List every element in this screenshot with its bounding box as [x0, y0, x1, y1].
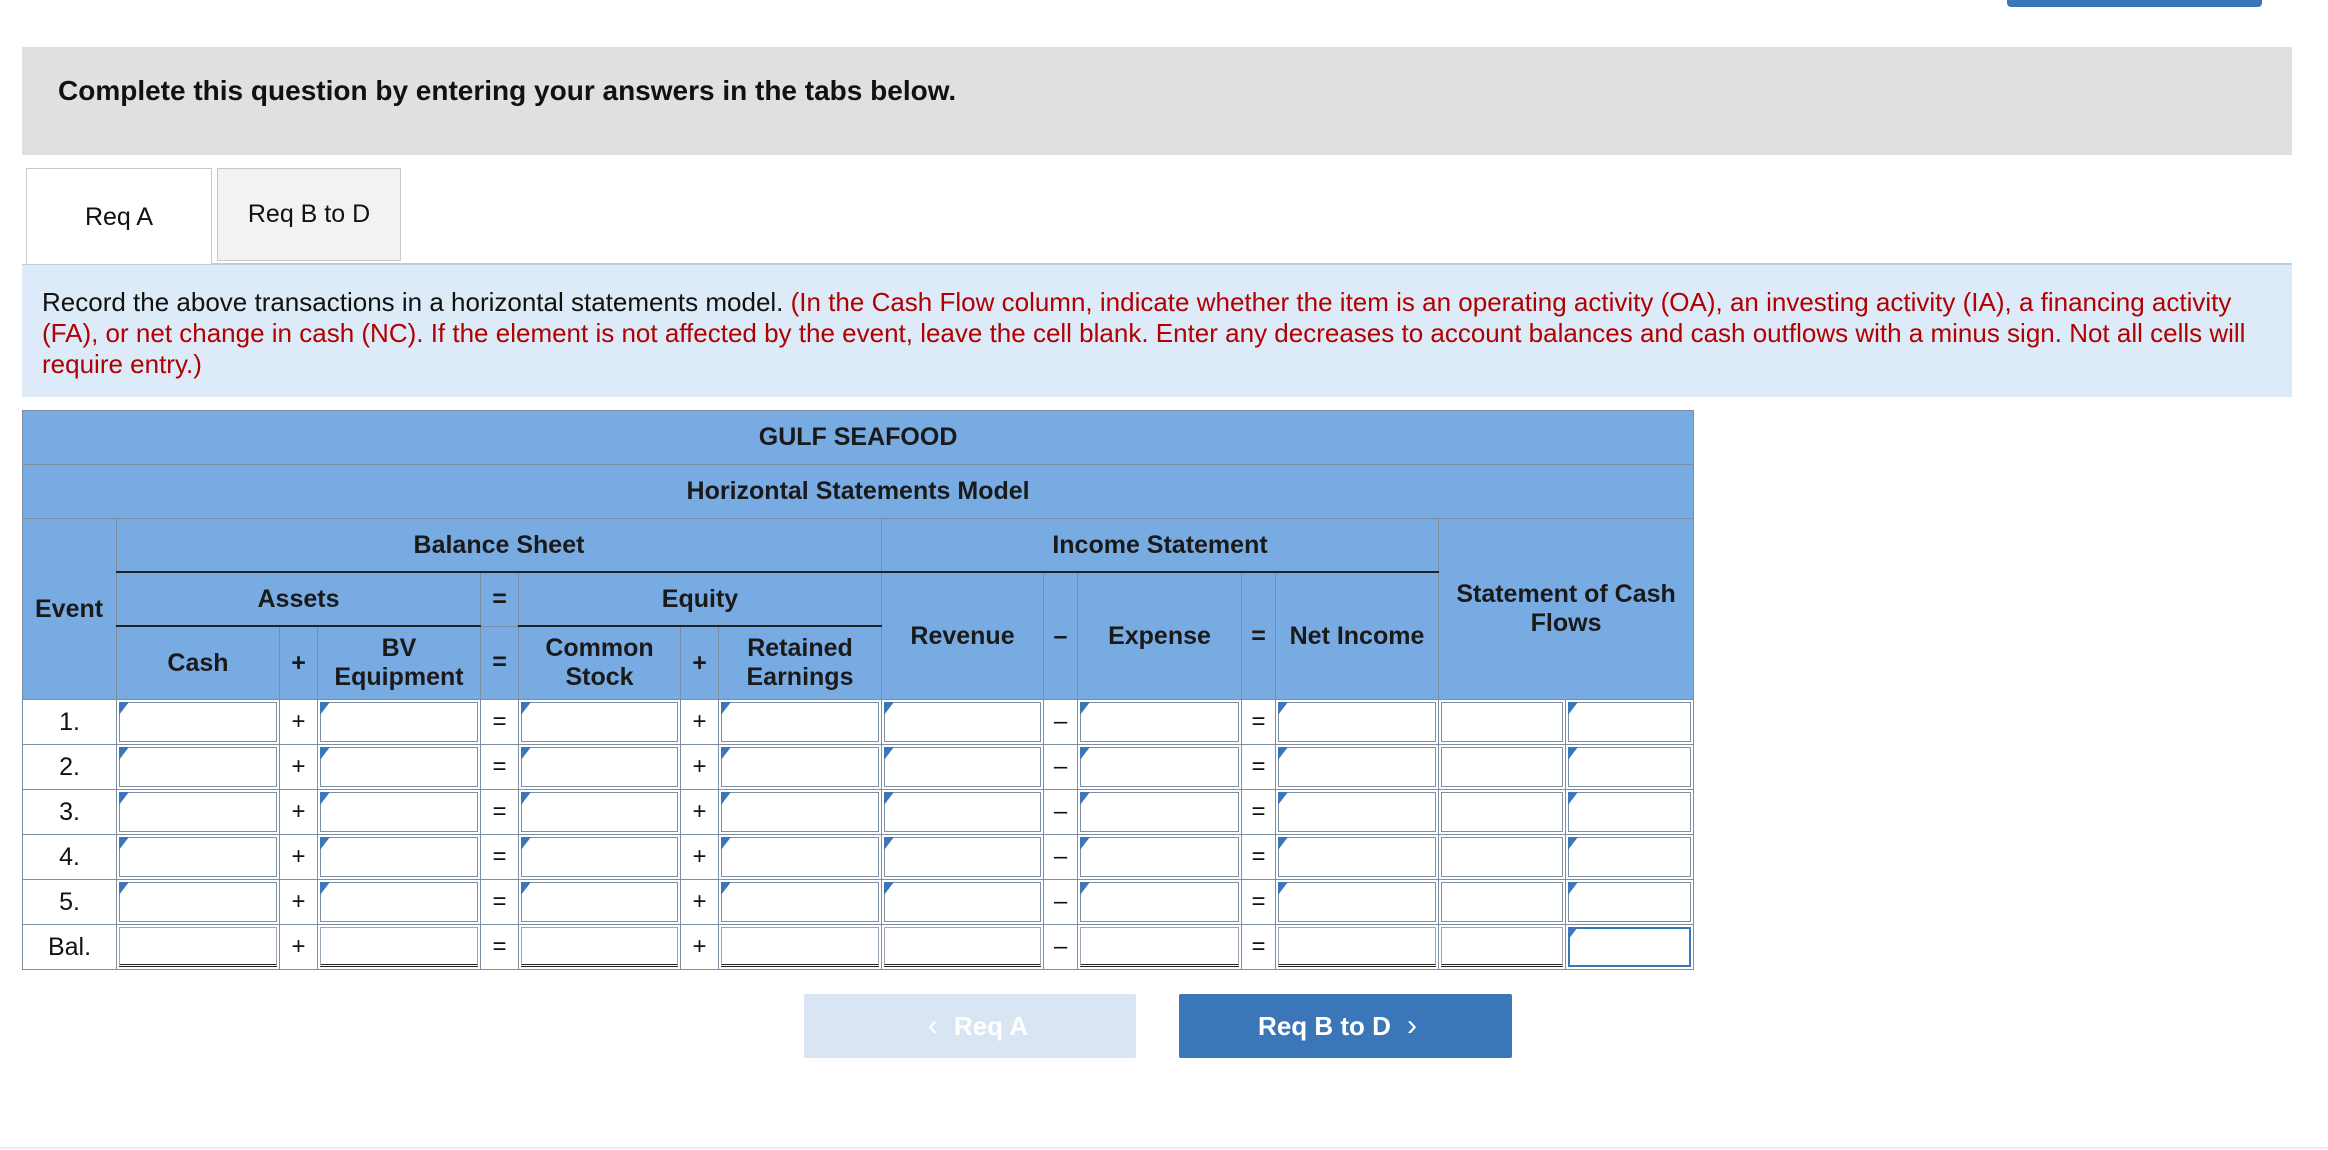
- cash-flow-activity-input[interactable]: [1568, 927, 1691, 967]
- expense-cell: [1078, 835, 1242, 880]
- common-stock-input[interactable]: [521, 702, 678, 742]
- equals-header-2: =: [481, 626, 519, 700]
- equals-operator: =: [481, 925, 519, 970]
- next-req-button[interactable]: [1179, 994, 1512, 1058]
- retained-earnings-input[interactable]: [721, 792, 879, 832]
- cash-cell: [117, 790, 280, 835]
- common-stock-input[interactable]: [521, 882, 678, 922]
- cash-flow-amount-cell: [1439, 790, 1566, 835]
- input-marker-icon: [721, 702, 731, 715]
- cash-input[interactable]: [119, 702, 277, 742]
- company-name: GULF SEAFOOD: [23, 411, 1694, 465]
- cash-cell: [117, 745, 280, 790]
- common-stock-input[interactable]: [521, 837, 678, 877]
- input-marker-icon: [521, 747, 531, 760]
- common-stock-cell: [519, 835, 681, 880]
- net-income-header: Net Income: [1276, 572, 1439, 700]
- net-income-cell: [1276, 925, 1439, 970]
- input-marker-icon: [320, 837, 330, 850]
- common-stock-cell: [519, 700, 681, 745]
- input-marker-icon: [1568, 927, 1578, 940]
- revenue-input[interactable]: [884, 927, 1041, 967]
- cash-header: Cash: [117, 626, 280, 700]
- plus-operator: +: [280, 835, 318, 880]
- input-marker-icon: [320, 747, 330, 760]
- plus-operator: +: [681, 880, 719, 925]
- common-stock-cell: [519, 925, 681, 970]
- event-row: [23, 835, 1694, 880]
- expense-cell: [1078, 745, 1242, 790]
- retained-earnings-cell: [719, 835, 882, 880]
- input-marker-icon: [320, 702, 330, 715]
- cash-flow-activity-cell: [1566, 925, 1694, 970]
- retained-earnings-input[interactable]: [721, 927, 879, 967]
- net-income-cell: [1276, 745, 1439, 790]
- input-marker-icon: [320, 882, 330, 895]
- revenue-input[interactable]: [884, 747, 1041, 787]
- bv-equipment-input[interactable]: [320, 927, 478, 967]
- assets-header: Assets: [117, 572, 481, 626]
- cash-flow-activity-input[interactable]: [1568, 837, 1691, 877]
- equals-operator: =: [1242, 835, 1276, 880]
- cash-flow-activity-input[interactable]: [1568, 882, 1691, 922]
- input-marker-icon: [1568, 792, 1578, 805]
- input-marker-icon: [1080, 747, 1090, 760]
- expense-cell: [1078, 880, 1242, 925]
- common-stock-input[interactable]: [521, 747, 678, 787]
- income-statement-header: Income Statement: [882, 519, 1439, 573]
- equals-header: =: [481, 572, 519, 626]
- event-label: 3.: [23, 790, 117, 835]
- retained-earnings-input[interactable]: [721, 702, 879, 742]
- retained-earnings-cell: [719, 700, 882, 745]
- horizontal-statements-model: [22, 410, 1693, 970]
- equals-operator: =: [481, 835, 519, 880]
- plus-operator: +: [280, 880, 318, 925]
- event-row: [23, 745, 1694, 790]
- net-income-input[interactable]: [1278, 837, 1436, 877]
- net-income-cell: [1276, 880, 1439, 925]
- expense-cell: [1078, 790, 1242, 835]
- bv-equipment-cell: [318, 835, 481, 880]
- input-marker-icon: [320, 792, 330, 805]
- input-marker-icon: [721, 747, 731, 760]
- event-label: 4.: [23, 835, 117, 880]
- plus-operator: +: [280, 745, 318, 790]
- event-row: [23, 700, 1694, 745]
- cash-flow-activity-cell: [1566, 835, 1694, 880]
- input-marker-icon: [119, 702, 129, 715]
- revenue-cell: [882, 700, 1044, 745]
- cash-cell: [117, 925, 280, 970]
- minus-operator: –: [1044, 925, 1078, 970]
- cash-flow-amount-cell: [1439, 835, 1566, 880]
- cash-flow-amount-input[interactable]: [1441, 702, 1563, 742]
- equals-header-is: =: [1242, 572, 1276, 700]
- tab-req-a[interactable]: Req A: [26, 168, 212, 265]
- input-marker-icon: [1278, 837, 1288, 850]
- bv-equipment-input[interactable]: [320, 702, 478, 742]
- cash-flow-amount-cell: [1439, 925, 1566, 970]
- retained-earnings-input[interactable]: [721, 747, 879, 787]
- plus-operator: +: [280, 790, 318, 835]
- cash-flow-activity-cell: [1566, 700, 1694, 745]
- input-marker-icon: [521, 837, 531, 850]
- event-header: Event: [23, 519, 117, 700]
- prev-req-label: Req A: [953, 1010, 1029, 1041]
- retained-earnings-cell: [719, 790, 882, 835]
- input-marker-icon: [721, 837, 731, 850]
- retained-earnings-cell: [719, 880, 882, 925]
- chevron-left-icon: ‹: [927, 1009, 938, 1042]
- input-marker-icon: [884, 837, 894, 850]
- net-income-cell: [1276, 790, 1439, 835]
- retained-earnings-input[interactable]: [721, 882, 879, 922]
- bv-equipment-cell: [318, 745, 481, 790]
- net-income-input[interactable]: [1278, 927, 1436, 967]
- revenue-header: Revenue: [882, 572, 1044, 700]
- bv-equipment-cell: [318, 790, 481, 835]
- event-row: [23, 880, 1694, 925]
- bv-equipment-header: BV Equipment: [318, 626, 481, 700]
- revenue-input[interactable]: [884, 702, 1041, 742]
- expense-input[interactable]: [1080, 837, 1239, 877]
- bv-equipment-cell: [318, 925, 481, 970]
- event-label: 2.: [23, 745, 117, 790]
- equals-operator: =: [481, 880, 519, 925]
- revenue-cell: [882, 790, 1044, 835]
- plus-operator: +: [681, 745, 719, 790]
- revenue-cell: [882, 880, 1044, 925]
- input-marker-icon: [1568, 747, 1578, 760]
- expense-input[interactable]: [1080, 882, 1239, 922]
- top-action-button[interactable]: [2007, 0, 2262, 7]
- retained-earnings-header: Retained Earnings: [719, 626, 882, 700]
- cash-flow-amount-input[interactable]: [1441, 837, 1563, 877]
- expense-input[interactable]: [1080, 792, 1239, 832]
- common-stock-header: Common Stock: [519, 626, 681, 700]
- plus-header: +: [280, 626, 318, 700]
- expense-cell: [1078, 925, 1242, 970]
- footer-divider: [0, 1147, 2328, 1149]
- plus-operator: +: [280, 925, 318, 970]
- cash-input[interactable]: [119, 747, 277, 787]
- common-stock-input[interactable]: [521, 792, 678, 832]
- revenue-input[interactable]: [884, 792, 1041, 832]
- bv-equipment-input[interactable]: [320, 792, 478, 832]
- question-prompt: [22, 264, 2292, 397]
- bv-equipment-input[interactable]: [320, 882, 478, 922]
- cash-flow-amount-input[interactable]: [1441, 792, 1563, 832]
- bv-equipment-cell: [318, 700, 481, 745]
- event-row: [23, 790, 1694, 835]
- minus-operator: –: [1044, 880, 1078, 925]
- minus-operator: –: [1044, 745, 1078, 790]
- event-label: 1.: [23, 700, 117, 745]
- equals-operator: =: [1242, 700, 1276, 745]
- retained-earnings-input[interactable]: [721, 837, 879, 877]
- revenue-input[interactable]: [884, 882, 1041, 922]
- cash-flow-amount-cell: [1439, 745, 1566, 790]
- input-marker-icon: [721, 792, 731, 805]
- event-label: Bal.: [23, 925, 117, 970]
- plus-operator: +: [681, 700, 719, 745]
- expense-input[interactable]: [1080, 747, 1239, 787]
- cash-cell: [117, 835, 280, 880]
- input-marker-icon: [884, 792, 894, 805]
- revenue-input[interactable]: [884, 837, 1041, 877]
- input-marker-icon: [119, 747, 129, 760]
- cash-flow-amount-input[interactable]: [1441, 882, 1563, 922]
- expense-header: Expense: [1078, 572, 1242, 700]
- input-marker-icon: [721, 882, 731, 895]
- equals-operator: =: [481, 790, 519, 835]
- bv-equipment-cell: [318, 880, 481, 925]
- cash-flows-header: Statement of Cash Flows: [1439, 519, 1694, 700]
- instruction-text: Complete this question by entering your answers in the tabs below.: [58, 75, 957, 106]
- equity-header: Equity: [519, 572, 882, 626]
- input-marker-icon: [1278, 882, 1288, 895]
- input-marker-icon: [1080, 792, 1090, 805]
- cash-flow-amount-input[interactable]: [1441, 747, 1563, 787]
- tab-req-b-to-d[interactable]: Req B to D: [217, 168, 401, 261]
- plus-operator: +: [681, 790, 719, 835]
- net-income-cell: [1276, 700, 1439, 745]
- input-marker-icon: [1278, 792, 1288, 805]
- input-marker-icon: [884, 702, 894, 715]
- minus-operator: –: [1044, 790, 1078, 835]
- cash-flow-activity-input[interactable]: [1568, 702, 1691, 742]
- balance-sheet-header: Balance Sheet: [117, 519, 882, 573]
- equals-operator: =: [1242, 745, 1276, 790]
- input-marker-icon: [1278, 747, 1288, 760]
- common-stock-cell: [519, 880, 681, 925]
- prompt-red-text: (In the Cash Flow column, indicate whether the item is an operating activity (OA), an investing activity (IA), a financing activity (FA), or net change in cash (NC). If the element is not affected by the event, leave the cell blank. Enter any decreases to account balances and cash outflows with a minus sign. Not all cells will require entry.): [42, 287, 2246, 379]
- retained-earnings-cell: [719, 745, 882, 790]
- plus-operator: +: [681, 835, 719, 880]
- cash-flow-activity-cell: [1566, 745, 1694, 790]
- chevron-right-icon: ›: [1406, 1009, 1417, 1042]
- prev-req-button[interactable]: [804, 994, 1136, 1058]
- revenue-cell: [882, 925, 1044, 970]
- bv-equipment-input[interactable]: [320, 747, 478, 787]
- common-stock-cell: [519, 745, 681, 790]
- model-title: Horizontal Statements Model: [23, 465, 1694, 519]
- cash-input[interactable]: [119, 792, 277, 832]
- equals-operator: =: [1242, 790, 1276, 835]
- equals-operator: =: [1242, 880, 1276, 925]
- input-marker-icon: [1568, 837, 1578, 850]
- cash-flow-amount-cell: [1439, 880, 1566, 925]
- cash-flow-amount-input[interactable]: [1441, 927, 1563, 967]
- minus-operator: –: [1044, 835, 1078, 880]
- input-marker-icon: [884, 882, 894, 895]
- expense-input[interactable]: [1080, 702, 1239, 742]
- input-marker-icon: [884, 747, 894, 760]
- revenue-cell: [882, 835, 1044, 880]
- common-stock-input[interactable]: [521, 927, 678, 967]
- input-marker-icon: [1080, 702, 1090, 715]
- expense-cell: [1078, 700, 1242, 745]
- input-marker-icon: [521, 702, 531, 715]
- bv-equipment-input[interactable]: [320, 837, 478, 877]
- cash-flow-activity-input[interactable]: [1568, 792, 1691, 832]
- equals-operator: =: [481, 745, 519, 790]
- input-marker-icon: [521, 792, 531, 805]
- prompt-text: Record the above transactions in a horizontal statements model.: [42, 287, 784, 317]
- expense-input[interactable]: [1080, 927, 1239, 967]
- common-stock-cell: [519, 790, 681, 835]
- instruction-bar: [22, 47, 2292, 155]
- net-income-input[interactable]: [1278, 702, 1436, 742]
- minus-operator: –: [1044, 700, 1078, 745]
- next-req-label: Req B to D: [1258, 1010, 1391, 1041]
- cash-input[interactable]: [119, 882, 277, 922]
- input-marker-icon: [1568, 882, 1578, 895]
- event-label: 5.: [23, 880, 117, 925]
- cash-cell: [117, 700, 280, 745]
- plus-operator: +: [681, 925, 719, 970]
- equals-operator: =: [481, 700, 519, 745]
- cash-flow-activity-cell: [1566, 790, 1694, 835]
- net-income-cell: [1276, 835, 1439, 880]
- net-income-input[interactable]: [1278, 747, 1436, 787]
- input-marker-icon: [1080, 837, 1090, 850]
- plus-header-equity: +: [681, 626, 719, 700]
- cash-cell: [117, 880, 280, 925]
- input-marker-icon: [1568, 702, 1578, 715]
- input-marker-icon: [119, 837, 129, 850]
- input-marker-icon: [119, 882, 129, 895]
- revenue-cell: [882, 745, 1044, 790]
- retained-earnings-cell: [719, 925, 882, 970]
- input-marker-icon: [1080, 882, 1090, 895]
- cash-flow-activity-input[interactable]: [1568, 747, 1691, 787]
- minus-header: –: [1044, 572, 1078, 700]
- cash-flow-activity-cell: [1566, 880, 1694, 925]
- net-income-input[interactable]: [1278, 792, 1436, 832]
- input-marker-icon: [119, 792, 129, 805]
- statements-table: [22, 410, 1694, 970]
- input-marker-icon: [521, 882, 531, 895]
- plus-operator: +: [280, 700, 318, 745]
- cash-input[interactable]: [119, 927, 277, 967]
- equals-operator: =: [1242, 925, 1276, 970]
- cash-flow-amount-cell: [1439, 700, 1566, 745]
- input-marker-icon: [1278, 702, 1288, 715]
- net-income-input[interactable]: [1278, 882, 1436, 922]
- balance-row: [23, 925, 1694, 970]
- cash-input[interactable]: [119, 837, 277, 877]
